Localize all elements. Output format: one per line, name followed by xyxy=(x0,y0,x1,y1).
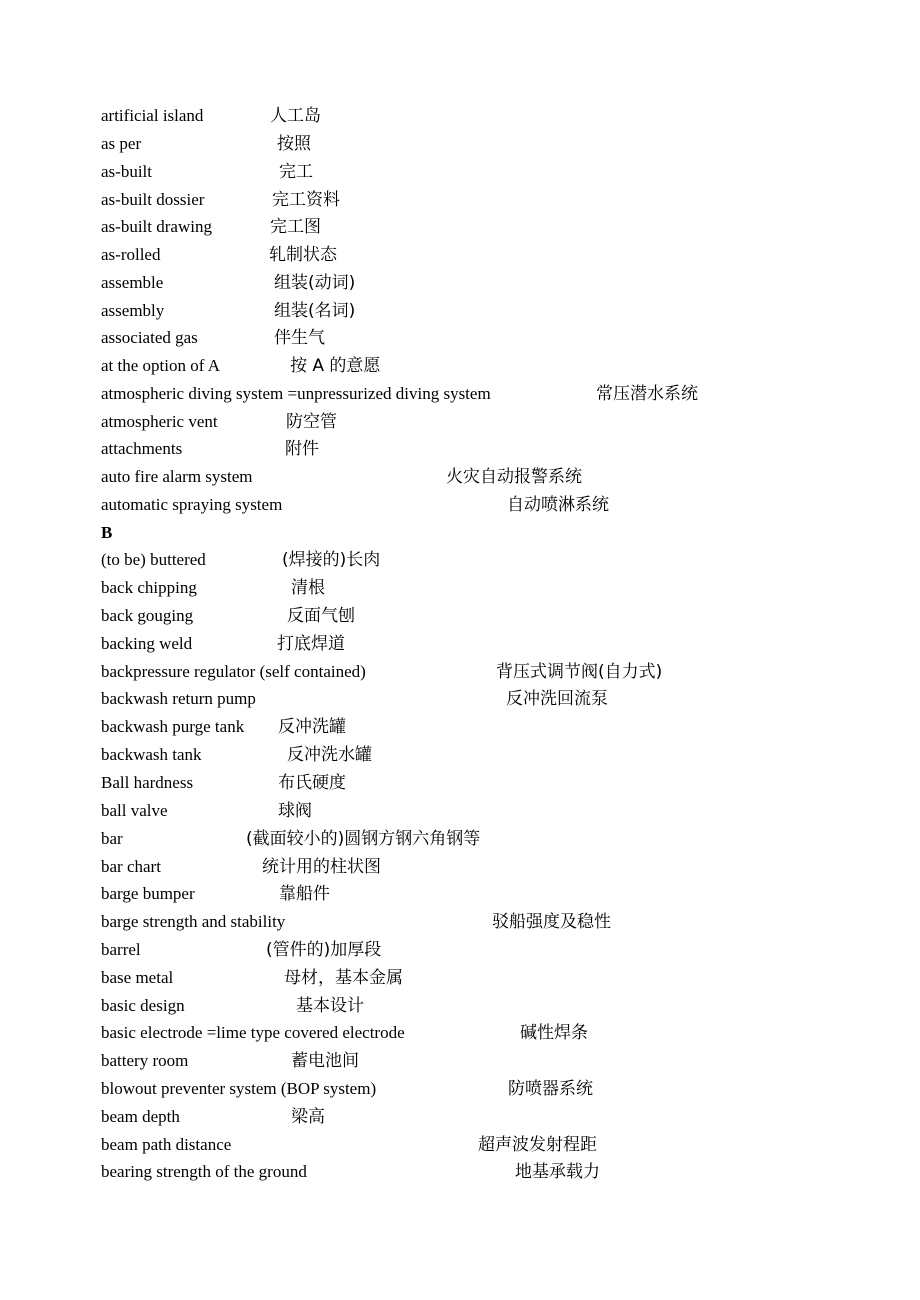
term-en: assembly xyxy=(101,301,165,320)
term-zh: 防喷器系统 xyxy=(508,1079,593,1099)
term-en: (to be) buttered xyxy=(101,550,206,569)
term-zh: 反冲洗水罐 xyxy=(287,745,372,765)
term-en: beam path distance xyxy=(101,1135,232,1154)
term-en: battery room xyxy=(101,1051,189,1070)
term-en: barge bumper xyxy=(101,884,195,903)
term-zh: 打底焊道 xyxy=(277,634,345,654)
term-en: back chipping xyxy=(101,578,197,597)
term-en: barrel xyxy=(101,940,141,959)
section-heading: B xyxy=(101,523,113,542)
term-en: backwash purge tank xyxy=(101,717,245,736)
term-en: as-built xyxy=(101,162,152,181)
term-en: auto fire alarm system xyxy=(101,467,253,486)
term-zh: 反面气刨 xyxy=(287,606,355,626)
term-zh: (截面较小的)圆钢方钢六角钢等 xyxy=(246,829,481,849)
term-zh: 人工岛 xyxy=(270,106,321,126)
term-zh: 反冲洗罐 xyxy=(278,717,346,737)
term-zh: 完工图 xyxy=(270,217,321,237)
term-zh: 火灾自动报警系统 xyxy=(446,467,582,487)
term-en: bar xyxy=(101,829,123,848)
term-zh: 常压潜水系统 xyxy=(596,384,698,404)
term-en: Ball hardness xyxy=(101,773,194,792)
term-en: beam depth xyxy=(101,1107,180,1126)
term-en: bearing strength of the ground xyxy=(101,1162,307,1181)
term-zh: 球阀 xyxy=(278,801,312,821)
term-en: backpressure regulator (self contained) xyxy=(101,662,366,681)
term-zh: 统计用的柱状图 xyxy=(262,857,381,877)
term-en: backing weld xyxy=(101,634,193,653)
term-en: blowout preventer system (BOP system) xyxy=(101,1079,377,1098)
term-zh: 母材，基本金属 xyxy=(284,968,403,988)
term-en: as per xyxy=(101,134,142,153)
term-zh: 地基承载力 xyxy=(515,1162,600,1182)
term-en: attachments xyxy=(101,439,183,458)
term-en: assemble xyxy=(101,273,164,292)
term-en: base metal xyxy=(101,968,174,987)
term-zh: 按 A 的意愿 xyxy=(290,356,381,376)
term-en: as-rolled xyxy=(101,245,161,264)
term-zh: 伴生气 xyxy=(274,328,325,348)
term-zh: 轧制状态 xyxy=(269,245,337,265)
term-zh: 布氏硬度 xyxy=(278,773,346,793)
term-en: basic design xyxy=(101,996,185,1015)
term-en: atmospheric vent xyxy=(101,412,218,431)
term-en: backwash tank xyxy=(101,745,202,764)
term-en: bar chart xyxy=(101,857,161,876)
term-zh: 反冲洗回流泵 xyxy=(506,689,608,709)
term-zh: 组装(动词) xyxy=(274,273,356,293)
term-zh: (管件的)加厚段 xyxy=(266,940,382,960)
term-zh: 背压式调节阀(自力式) xyxy=(496,662,663,682)
term-zh: 组装(名词) xyxy=(274,301,356,321)
term-zh: 按照 xyxy=(277,134,311,154)
term-zh: 碱性焊条 xyxy=(520,1023,588,1043)
term-en: barge strength and stability xyxy=(101,912,286,931)
term-zh: 附件 xyxy=(285,439,319,459)
term-en: artificial island xyxy=(101,106,204,125)
term-zh: 梁高 xyxy=(291,1107,325,1127)
term-zh: 超声波发射程距 xyxy=(478,1135,597,1155)
term-en: at the option of A xyxy=(101,356,220,375)
term-en: basic electrode =lime type covered electrode xyxy=(101,1023,405,1042)
term-en: backwash return pump xyxy=(101,689,256,708)
term-zh: 防空管 xyxy=(286,412,337,432)
term-zh: 完工 xyxy=(279,162,313,182)
term-zh: 完工资料 xyxy=(272,190,340,210)
term-zh: (焊接的)长肉 xyxy=(282,550,381,570)
term-en: automatic spraying system xyxy=(101,495,283,514)
term-en: as-built dossier xyxy=(101,190,205,209)
term-en: associated gas xyxy=(101,328,198,347)
term-en: as-built drawing xyxy=(101,217,212,236)
term-en: ball valve xyxy=(101,801,168,820)
term-zh: 驳船强度及稳性 xyxy=(492,912,611,932)
term-en: back gouging xyxy=(101,606,194,625)
term-zh: 基本设计 xyxy=(296,996,364,1016)
term-zh: 靠船件 xyxy=(279,884,330,904)
term-zh: 清根 xyxy=(291,578,325,598)
term-zh: 蓄电池间 xyxy=(291,1051,359,1071)
term-zh: 自动喷淋系统 xyxy=(507,495,609,515)
term-en: atmospheric diving system =unpressurized diving system xyxy=(101,384,491,403)
